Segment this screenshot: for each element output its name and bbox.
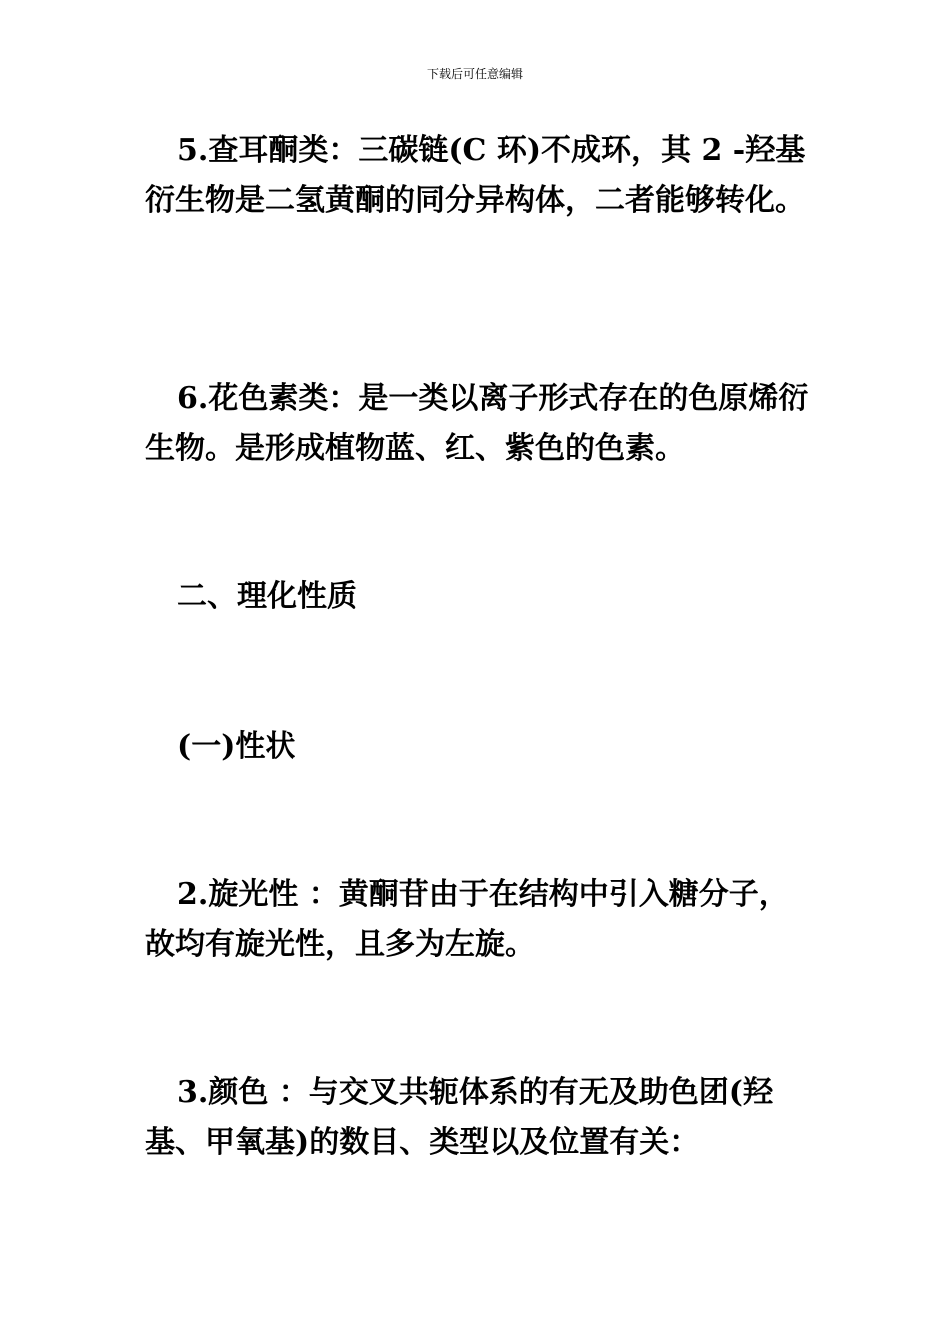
section-heading-physicochemical-properties: 二、理化性质 (177, 579, 357, 614)
subsection-heading-appearance: (一)性状 (177, 729, 296, 764)
paragraph-chalcones: 5.查耳酮类：三碳链(C 环)不成环，其 2 -羟基衍生物是二氢黄酮的同分异构体，二者能够转化。 (145, 133, 806, 218)
paragraph-color: 3.颜色 ：与交叉共轭体系的有无及助色团(羟基、甲氧基)的数目、类型以及位置有关： (145, 1075, 773, 1160)
paragraph-optical-rotation: 2.旋光性 ：黄酮苷由于在结构中引入糖分子，故均有旋光性，且多为左旋。 (145, 877, 789, 962)
page-header: 下载后可任意编辑 (426, 67, 523, 81)
paragraph-anthocyanidins: 6.花色素类：是一类以离子形式存在的色原烯衍生物。是形成植物蓝、红、紫色的色素。 (145, 381, 809, 466)
